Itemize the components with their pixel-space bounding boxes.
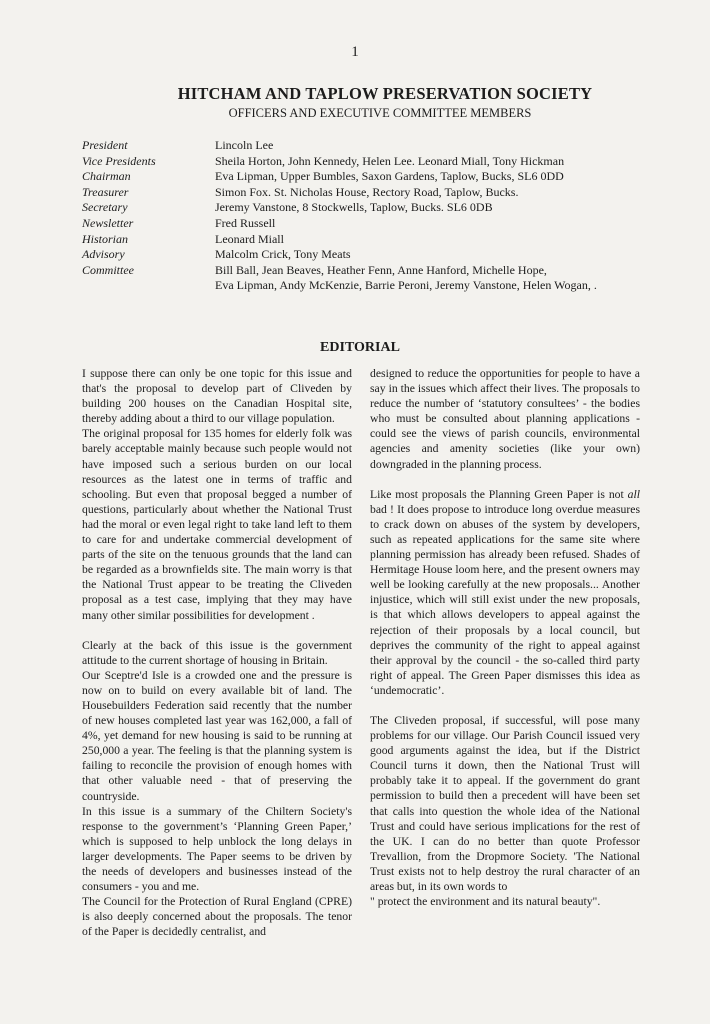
officer-row [82, 185, 682, 201]
officer-row [82, 247, 682, 263]
officer-row [82, 278, 682, 294]
editorial-left-column [82, 366, 352, 939]
page-number: 1 [351, 44, 359, 60]
officer-role: Chairman [82, 169, 131, 184]
paragraph: designed to reduce the opportunities for people to have a say in the issues which affect their lives. The proposals to reduce the number of ‘statutory consultees’ - the bodies who must be consulted about planning applications - could see the views of parish councils, environmental agencies and amenity societies (like your own) downgraded in the planning process. [370, 367, 640, 471]
emphasis-text: all [627, 487, 640, 501]
paragraph [370, 487, 640, 698]
officer-role: President [82, 138, 128, 152]
society-title: HITCHAM AND TAPLOW PRESERVATION SOCIETY [177, 84, 593, 103]
officer-row [82, 154, 682, 170]
officer-role: Advisory [82, 247, 125, 262]
officer-row [82, 138, 682, 154]
paragraph: The original proposal for 135 homes for elderly folk was barely acceptable mainly because such people would not have imposed such a serious burden on our local resources as the latest one in terms of traffic and schooling. But even that proposal begged a number of questions, particularly about whether the National Trust had the moral or even legal right to take land left to them to care for and undertake commercial development of parts of the site on the tenuous grounds that the land can be regarded as a brownfields site. The main worry is that the National Trust appear to be treating the Cliveden proposal as a test case, implying that they may have many other similar possibilities for development . [82, 427, 352, 622]
officer-role [82, 278, 215, 294]
officers-list [82, 138, 682, 294]
officer-names: Jeremy Vanstone, 8 Stockwells, Taplow, Bucks. SL6 0DB [215, 200, 493, 215]
officer-names: Sheila Horton, John Kennedy, Helen Lee. Leonard Miall, Tony Hickman [215, 153, 565, 168]
paragraph: I suppose there can only be one topic for this issue and that's the proposal to develop part of Cliveden by building 200 houses on the Canadian Hospital site, thereby adding about a third to our village population. [82, 367, 352, 426]
paragraph: Our Sceptre'd Isle is a crowded one and the pressure is now on to build on every available bit of land. The Housebuilders Federation said recently that the number of new houses completed last year was 162,000, a fall of 4%, yet demand for new housing is said to be running at 250,000 a year. The feeling is that the planning system is failing to reconcile the provision of enough homes with that other valuable need - that of preserving the countryside. [82, 668, 352, 803]
paragraph: In this issue is a summary of the Chiltern Society's response to the government’s ‘Planning Green Paper,’ which is supposed to help unblock the long delays in larger developments. The Paper seems to be driven by the needs of developers and businesses instead of the consumers - you and me. [82, 804, 352, 894]
officer-row [82, 200, 682, 216]
officer-names: Eva Lipman, Andy McKenzie, Barrie Peroni, Jeremy Vanstone, Helen Wogan, . [215, 278, 597, 293]
editorial-heading: EDITORIAL [320, 340, 400, 355]
paragraph-text: Like most proposals the Planning Green Paper is not [370, 487, 628, 501]
paragraph-gap [82, 623, 352, 638]
paragraph: Clearly at the back of this issue is the government attitude to the current shortage of housing in Britain. [82, 638, 352, 667]
officer-role: Committee [82, 262, 134, 277]
officer-role: Vice Presidents [82, 153, 156, 168]
paragraph-text: bad ! It does propose to introduce long overdue measures to crack down on abuses of the system by developers, such as repeated applications for the same site where planning permission has already been refused. Shades of Hermitage House loom here, and the present owners may well be looking carefully at the new proposals... Another injustice, which will still exist under the new proposals, is that which allows developers to appeal against the rejection of their proposals by a local council, but deprives the community of the right to appeal against their approval by the council - the so-called third party right of appeal. The Green Paper dismisses this idea as ‘undemocratic’. [370, 502, 640, 697]
officer-names: Eva Lipman, Upper Bumbles, Saxon Gardens, Taplow, Bucks, SL6 0DD [215, 169, 564, 184]
paragraph: The Council for the Protection of Rural England (CPRE) is also deeply concerned about the proposals. The tenor of the Paper is decidedly centralist, and [82, 895, 352, 939]
officer-names: Leonard Miall [215, 231, 284, 246]
officer-names: Simon Fox. St. Nicholas House, Rectory Road, Taplow, Bucks. [215, 184, 519, 199]
officer-role: Newsletter [82, 215, 134, 230]
officers-subtitle: OFFICERS AND EXECUTIVE COMMITTEE MEMBERS [228, 106, 532, 120]
officer-names: Malcolm Crick, Tony Meats [215, 247, 351, 262]
officer-names: Bill Ball, Jean Beaves, Heather Fenn, Anne Hanford, Michelle Hope, [215, 262, 547, 277]
officer-names: Lincoln Lee [215, 138, 274, 152]
officer-role: Historian [82, 231, 129, 246]
paragraph: The Cliveden proposal, if successful, will pose many problems for our village. Our Parish Council issued very good arguments against the idea, but if the District Council turns it down, then the National Trust will probably take it to appeal. If the government do grant permission to build then a precedent will have been set that calls into question the whole idea of the National Trust and could have serious implications for the rest of the UK. I can do no better than quote Professor Trevallion, from the Dropmore Society. 'The National Trust exists not to help destroy the rural character of an areas but, in its own words to [370, 713, 640, 893]
officer-names: Fred Russell [215, 215, 276, 230]
officer-row [82, 216, 682, 232]
officer-row [82, 232, 682, 248]
paragraph: " protect the environment and its natural beauty". [370, 895, 601, 909]
officer-row [82, 263, 682, 279]
editorial-right-column [370, 366, 640, 909]
officer-role: Secretary [82, 200, 128, 215]
officer-row [82, 169, 682, 185]
officer-role: Treasurer [82, 184, 129, 199]
